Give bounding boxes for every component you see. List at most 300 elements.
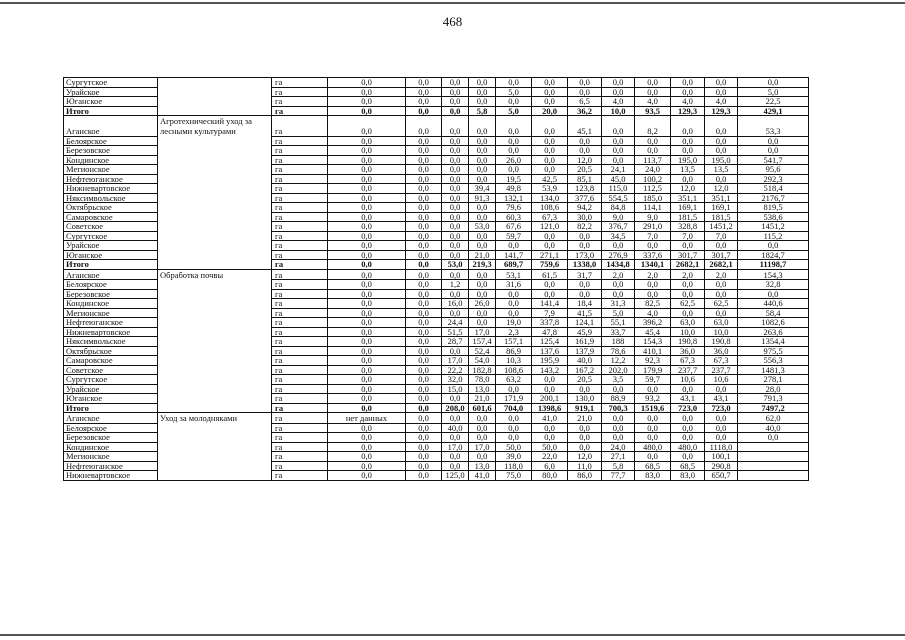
value-cell: 301,7	[671, 250, 705, 260]
value-cell: 58,4	[738, 308, 809, 318]
value-cell: 24,0	[602, 442, 635, 452]
unit-cell: га	[272, 384, 328, 394]
value-cell: 0,0	[406, 116, 442, 137]
value-cell: 0,0	[406, 106, 442, 116]
value-cell: 12,2	[602, 356, 635, 366]
value-cell: 0,0	[406, 318, 442, 328]
value-cell: 0,0	[442, 97, 469, 107]
value-cell: 0,0	[469, 433, 496, 443]
value-cell: 0,0	[328, 356, 406, 366]
value-cell: 50,0	[532, 442, 568, 452]
value-cell: 12,0	[568, 155, 602, 165]
value-cell: 376,7	[602, 222, 635, 232]
value-cell: 171,9	[496, 394, 532, 404]
value-cell: 0,0	[328, 337, 406, 347]
value-cell: 45,0	[602, 174, 635, 184]
value-cell: 0,0	[406, 78, 442, 88]
value-cell: 40,0	[738, 423, 809, 433]
value-cell: 195,0	[705, 155, 738, 165]
value-cell: 43,1	[671, 394, 705, 404]
value-cell: 85,1	[568, 174, 602, 184]
value-cell: 429,1	[738, 106, 809, 116]
value-cell: 723,0	[671, 403, 705, 413]
unit-cell: га	[272, 308, 328, 318]
value-cell: 0,0	[406, 87, 442, 97]
table-row	[64, 203, 809, 213]
table-row	[64, 461, 809, 471]
value-cell: 0,0	[406, 222, 442, 232]
value-cell: 0,0	[532, 375, 568, 385]
value-cell: 0,0	[635, 452, 671, 462]
value-cell: 53,0	[442, 260, 469, 270]
value-cell: 0,0	[406, 289, 442, 299]
value-cell: 0,0	[469, 269, 496, 280]
value-cell: 0,0	[635, 146, 671, 156]
value-cell: 0,0	[328, 203, 406, 213]
value-cell	[738, 442, 809, 452]
value-cell: 0,0	[406, 403, 442, 413]
value-cell: 0,0	[705, 413, 738, 424]
activity-category-cell	[158, 442, 272, 452]
value-cell: 49,8	[496, 184, 532, 194]
activity-category-cell	[158, 203, 272, 213]
value-cell: 108,6	[496, 365, 532, 375]
value-cell: 0,0	[442, 461, 469, 471]
value-cell: 337,8	[532, 318, 568, 328]
value-cell: 0,0	[406, 231, 442, 241]
value-cell: 53,1	[496, 269, 532, 280]
value-cell: 0,0	[671, 174, 705, 184]
value-cell: 22,0	[532, 452, 568, 462]
value-cell: 0,0	[602, 146, 635, 156]
value-cell: 554,5	[602, 193, 635, 203]
value-cell: 0,0	[671, 136, 705, 146]
table-row	[64, 299, 809, 309]
table-row	[64, 375, 809, 385]
value-cell: 0,0	[442, 269, 469, 280]
value-cell: 351,1	[705, 193, 738, 203]
value-cell: 157,1	[496, 337, 532, 347]
table-row	[64, 97, 809, 107]
value-cell: 30,0	[568, 212, 602, 222]
value-cell: 0,0	[469, 231, 496, 241]
value-cell: 53,0	[469, 222, 496, 232]
region-cell: Березовское	[64, 289, 158, 299]
value-cell	[738, 452, 809, 462]
value-cell: 61,5	[532, 269, 568, 280]
value-cell: 154,3	[738, 269, 809, 280]
value-cell	[738, 461, 809, 471]
value-cell: 0,0	[406, 471, 442, 481]
value-cell: 185,0	[635, 193, 671, 203]
value-cell: 0,0	[705, 423, 738, 433]
region-cell: Сургутское	[64, 231, 158, 241]
region-cell: Урайское	[64, 241, 158, 251]
value-cell: 0,0	[328, 165, 406, 175]
activity-category-cell	[158, 403, 272, 413]
value-cell: 208,0	[442, 403, 469, 413]
value-cell: 125,0	[442, 471, 469, 481]
value-cell: 0,0	[602, 384, 635, 394]
value-cell: 0,0	[635, 136, 671, 146]
value-cell: 8,2	[635, 116, 671, 137]
value-cell: 28,7	[442, 337, 469, 347]
value-cell: 0,0	[602, 280, 635, 290]
value-cell: 16,0	[442, 299, 469, 309]
activity-category-cell	[158, 356, 272, 366]
value-cell: 0,0	[328, 184, 406, 194]
value-cell: 75,0	[496, 471, 532, 481]
value-cell: 113,7	[635, 155, 671, 165]
value-cell: 40,0	[568, 356, 602, 366]
value-cell: 396,2	[635, 318, 671, 328]
table-row	[64, 452, 809, 462]
value-cell: 0,0	[406, 203, 442, 213]
value-cell: 0,0	[406, 384, 442, 394]
value-cell: 0,0	[705, 116, 738, 137]
region-cell: Итого	[64, 106, 158, 116]
table-row	[64, 165, 809, 175]
value-cell: 77,7	[602, 471, 635, 481]
value-cell: 0,0	[406, 308, 442, 318]
region-cell: Нефтеюганское	[64, 174, 158, 184]
value-cell: 0,0	[406, 165, 442, 175]
value-cell: 0,0	[705, 174, 738, 184]
unit-cell: га	[272, 146, 328, 156]
unit-cell: га	[272, 78, 328, 88]
value-cell: 0,0	[635, 241, 671, 251]
value-cell: 22,5	[738, 97, 809, 107]
value-cell: 0,0	[705, 87, 738, 97]
value-cell: 0,0	[532, 241, 568, 251]
value-cell: 1398,6	[532, 403, 568, 413]
value-cell: 7497,2	[738, 403, 809, 413]
region-cell: Самаровское	[64, 356, 158, 366]
value-cell: 100,2	[635, 174, 671, 184]
table-row	[64, 384, 809, 394]
value-cell: 791,3	[738, 394, 809, 404]
value-cell: 68,5	[635, 461, 671, 471]
unit-cell: га	[272, 212, 328, 222]
value-cell: 919,1	[568, 403, 602, 413]
value-cell: 63,0	[705, 318, 738, 328]
table-row	[64, 318, 809, 328]
table-row	[64, 337, 809, 347]
region-cell: Березовское	[64, 146, 158, 156]
value-cell: 182,8	[469, 365, 496, 375]
value-cell: 0,0	[568, 442, 602, 452]
value-cell: 4,0	[635, 308, 671, 318]
value-cell: 0,0	[328, 193, 406, 203]
region-cell: Урайское	[64, 384, 158, 394]
activity-category-cell	[158, 337, 272, 347]
value-cell: 125,4	[532, 337, 568, 347]
value-cell: 1481,3	[738, 365, 809, 375]
activity-category-cell	[158, 433, 272, 443]
value-cell: 0,0	[532, 433, 568, 443]
value-cell: 0,0	[602, 423, 635, 433]
value-cell: 0,0	[705, 280, 738, 290]
activity-category-cell	[158, 375, 272, 385]
unit-cell: га	[272, 231, 328, 241]
value-cell: 0,0	[671, 78, 705, 88]
value-cell: 1354,4	[738, 337, 809, 347]
value-cell: 480,0	[635, 442, 671, 452]
value-cell: 819,5	[738, 203, 809, 213]
region-cell: Октябрьское	[64, 346, 158, 356]
unit-cell: га	[272, 116, 328, 137]
value-cell: 130,0	[568, 394, 602, 404]
region-cell: Нижневартовское	[64, 184, 158, 194]
value-cell: 291,0	[635, 222, 671, 232]
value-cell: 0,0	[469, 289, 496, 299]
value-cell: 0,0	[469, 423, 496, 433]
value-cell: 0,0	[442, 106, 469, 116]
activity-category-cell	[158, 365, 272, 375]
value-cell: 17,0	[442, 442, 469, 452]
value-cell: 219,3	[469, 260, 496, 270]
value-cell: 121,0	[532, 222, 568, 232]
value-cell: 124,1	[568, 318, 602, 328]
value-cell: 704,0	[496, 403, 532, 413]
activity-category-cell	[158, 106, 272, 116]
value-cell: 62,0	[738, 413, 809, 424]
value-cell: 0,0	[469, 155, 496, 165]
value-cell: 0,0	[532, 384, 568, 394]
value-cell: 0,0	[671, 241, 705, 251]
value-cell: 0,0	[532, 78, 568, 88]
value-cell: 59,7	[635, 375, 671, 385]
value-cell: 0,0	[496, 146, 532, 156]
value-cell: 47,8	[532, 327, 568, 337]
value-cell: 83,0	[635, 471, 671, 481]
region-cell: Юганское	[64, 250, 158, 260]
unit-cell: га	[272, 346, 328, 356]
value-cell: 723,0	[705, 403, 738, 413]
table-row	[64, 231, 809, 241]
table-row	[64, 442, 809, 452]
value-cell: 0,0	[328, 87, 406, 97]
unit-cell: га	[272, 136, 328, 146]
region-cell: Березовское	[64, 433, 158, 443]
value-cell: 237,7	[671, 365, 705, 375]
table-row	[64, 308, 809, 318]
value-cell: 17,0	[469, 442, 496, 452]
value-cell: 0,0	[328, 222, 406, 232]
value-cell: 137,9	[568, 346, 602, 356]
table-row	[64, 136, 809, 146]
value-cell: 0,0	[469, 308, 496, 318]
value-cell: 0,0	[328, 403, 406, 413]
value-cell: 337,6	[635, 250, 671, 260]
value-cell: 0,0	[469, 146, 496, 156]
value-cell: 0,0	[406, 97, 442, 107]
value-cell: 0,0	[328, 346, 406, 356]
value-cell: 0,0	[442, 155, 469, 165]
unit-cell: га	[272, 155, 328, 165]
top-scan-border	[0, 2, 905, 4]
region-cell: Кондинское	[64, 299, 158, 309]
value-cell: 0,0	[738, 78, 809, 88]
value-cell: 20,5	[568, 375, 602, 385]
value-cell: 39,0	[496, 452, 532, 462]
value-cell: 0,0	[671, 146, 705, 156]
value-cell: 0,0	[671, 433, 705, 443]
activity-category-cell	[158, 193, 272, 203]
value-cell: 1451,2	[705, 222, 738, 232]
region-cell: Мегионское	[64, 165, 158, 175]
value-cell: 21,0	[568, 413, 602, 424]
value-cell: 5,0	[496, 106, 532, 116]
value-cell: 42,5	[532, 174, 568, 184]
value-cell: 190,8	[671, 337, 705, 347]
value-cell: 0,0	[328, 461, 406, 471]
value-cell: 0,0	[469, 165, 496, 175]
activity-category-cell	[158, 222, 272, 232]
value-cell: 93,5	[635, 106, 671, 116]
value-cell: 0,0	[496, 97, 532, 107]
value-cell: 10,6	[671, 375, 705, 385]
value-cell: 7,0	[671, 231, 705, 241]
region-cell: Сургутское	[64, 375, 158, 385]
region-cell: Белоярское	[64, 280, 158, 290]
value-cell: 0,0	[532, 87, 568, 97]
value-cell: 18,4	[568, 299, 602, 309]
value-cell: 0,0	[469, 116, 496, 137]
region-cell: Сургутское	[64, 78, 158, 88]
region-cell: Мегионское	[64, 308, 158, 318]
value-cell: 0,0	[496, 241, 532, 251]
value-cell: 0,0	[568, 87, 602, 97]
value-cell: 4,0	[705, 97, 738, 107]
value-cell: 328,8	[671, 222, 705, 232]
table-row	[64, 471, 809, 481]
value-cell: 6,0	[532, 461, 568, 471]
value-cell: 53,9	[532, 184, 568, 194]
value-cell: 1,2	[442, 280, 469, 290]
value-cell: 173,0	[568, 250, 602, 260]
value-cell: 123,8	[568, 184, 602, 194]
value-cell: 0,0	[442, 346, 469, 356]
value-cell: 0,0	[635, 87, 671, 97]
value-cell: 188	[602, 337, 635, 347]
value-cell: 10,6	[705, 375, 738, 385]
value-cell: 67,3	[671, 356, 705, 366]
value-cell: 20,5	[568, 165, 602, 175]
activity-category-cell	[158, 165, 272, 175]
value-cell: 0,0	[328, 299, 406, 309]
value-cell: 0,0	[469, 241, 496, 251]
value-cell: 12,0	[671, 184, 705, 194]
value-cell: 10,0	[705, 327, 738, 337]
value-cell: 4,0	[671, 97, 705, 107]
activity-category-cell	[158, 174, 272, 184]
page-number: 468	[442, 14, 463, 29]
activity-category-cell	[158, 78, 272, 88]
value-cell: 0,0	[442, 184, 469, 194]
value-cell: 0,0	[469, 203, 496, 213]
activity-category-cell	[158, 308, 272, 318]
value-cell: 92,3	[635, 356, 671, 366]
activity-category-cell	[158, 241, 272, 251]
value-cell: 271,1	[532, 250, 568, 260]
activity-category-cell	[158, 231, 272, 241]
value-cell: 91,3	[469, 193, 496, 203]
unit-cell: га	[272, 452, 328, 462]
region-cell: Белоярское	[64, 136, 158, 146]
region-cell: Аганское	[64, 413, 158, 424]
value-cell: 1519,6	[635, 403, 671, 413]
value-cell: 0,0	[705, 384, 738, 394]
value-cell: 26,0	[469, 299, 496, 309]
region-cell: Мегионское	[64, 452, 158, 462]
activity-category-cell: Агротехнический уход за лесными культурами	[158, 116, 272, 137]
unit-cell: га	[272, 423, 328, 433]
value-cell: 0,0	[469, 174, 496, 184]
value-cell: 51,5	[442, 327, 469, 337]
value-cell: 32,0	[442, 375, 469, 385]
value-cell: 759,6	[532, 260, 568, 270]
value-cell: 2,0	[671, 269, 705, 280]
activity-category-cell	[158, 87, 272, 97]
value-cell: 2,3	[496, 327, 532, 337]
value-cell: 137,6	[532, 346, 568, 356]
value-cell: 19,5	[496, 174, 532, 184]
value-cell: 0,0	[496, 136, 532, 146]
value-cell: 154,3	[635, 337, 671, 347]
value-cell: 0,0	[635, 289, 671, 299]
region-cell: Урайское	[64, 87, 158, 97]
activity-category-cell	[158, 394, 272, 404]
value-cell: 0,0	[602, 289, 635, 299]
value-cell: 0,0	[442, 87, 469, 97]
value-cell: 36,2	[568, 106, 602, 116]
value-cell: 0,0	[406, 433, 442, 443]
value-cell: 0,0	[328, 106, 406, 116]
value-cell: 67,3	[705, 356, 738, 366]
value-cell: 24,0	[635, 165, 671, 175]
value-cell: 0,0	[635, 433, 671, 443]
value-cell: 195,0	[671, 155, 705, 165]
value-cell: 0,0	[671, 289, 705, 299]
value-cell: 141,7	[496, 250, 532, 260]
value-cell: 31,7	[568, 269, 602, 280]
value-cell: 157,4	[469, 337, 496, 347]
value-cell: 0,0	[532, 146, 568, 156]
value-cell: 2682,1	[671, 260, 705, 270]
value-cell: 21,0	[469, 394, 496, 404]
value-cell: 0,0	[328, 471, 406, 481]
region-cell: Нефтеюганское	[64, 461, 158, 471]
value-cell: 0,0	[442, 222, 469, 232]
value-cell: 0,0	[406, 365, 442, 375]
value-cell: 0,0	[496, 384, 532, 394]
value-cell: 0,0	[671, 280, 705, 290]
value-cell: 41,5	[568, 308, 602, 318]
value-cell: 0,0	[406, 337, 442, 347]
value-cell: 556,3	[738, 356, 809, 366]
value-cell: 0,0	[568, 146, 602, 156]
table-row	[64, 433, 809, 443]
value-cell: 1434,8	[602, 260, 635, 270]
value-cell: 0,0	[328, 231, 406, 241]
value-cell: 169,1	[671, 203, 705, 213]
value-cell: 0,0	[328, 241, 406, 251]
value-cell: 1338,0	[568, 260, 602, 270]
activity-category-cell	[158, 184, 272, 194]
activity-category-cell	[158, 250, 272, 260]
unit-cell: га	[272, 375, 328, 385]
